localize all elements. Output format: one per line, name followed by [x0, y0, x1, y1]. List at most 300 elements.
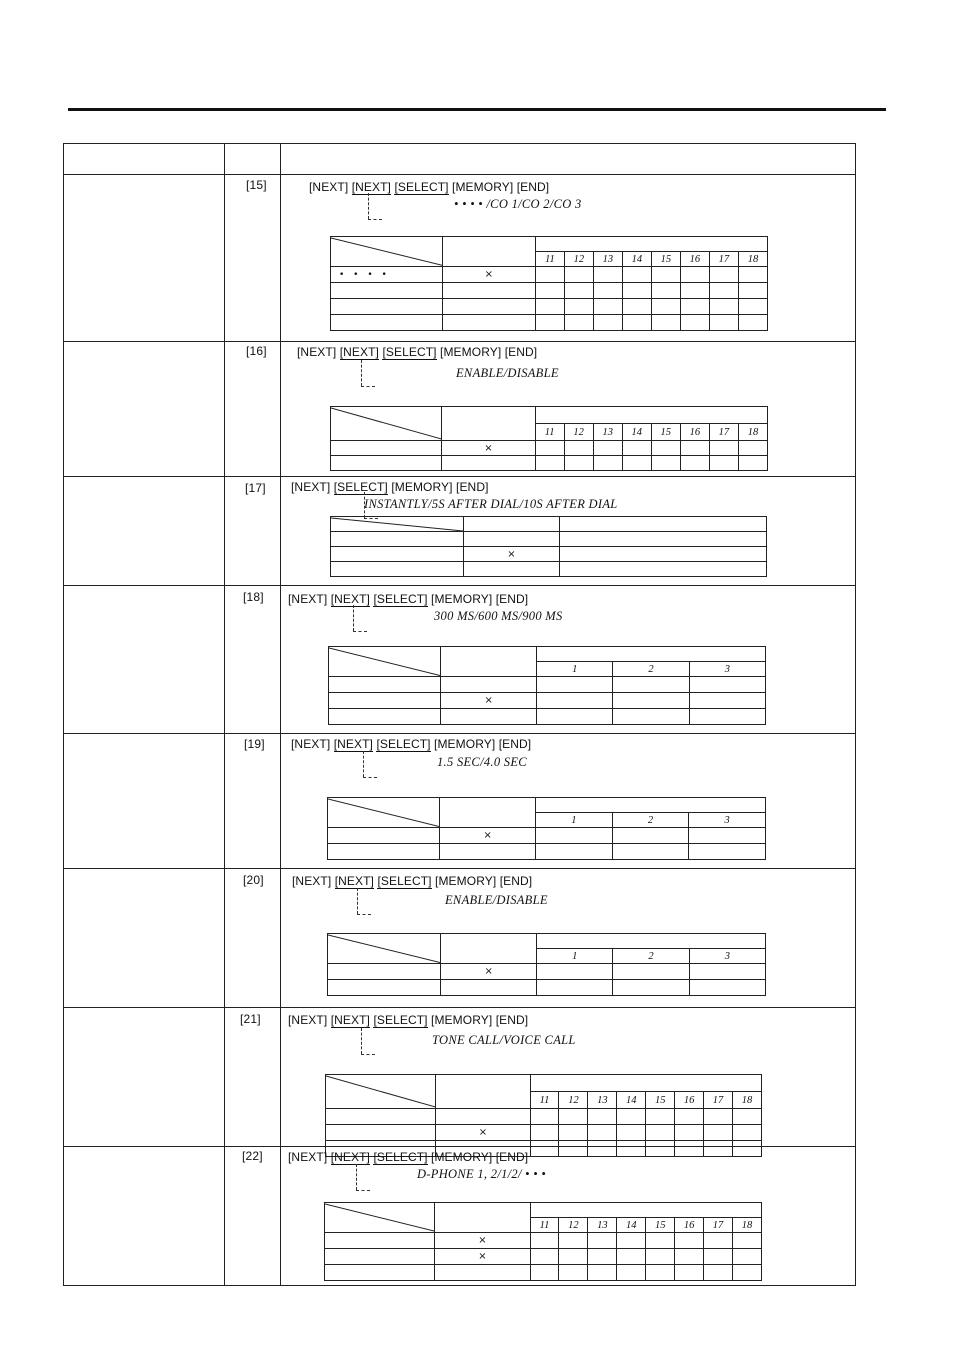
header-cell	[441, 934, 537, 964]
key-label: [SELECT]	[333, 480, 388, 494]
header-cell	[535, 407, 767, 424]
setting-table	[330, 236, 768, 331]
leader-line	[361, 360, 362, 386]
leader-line	[361, 1028, 362, 1054]
key-sequence	[292, 874, 532, 888]
value-cell	[564, 283, 593, 299]
key-label: [MEMORY]	[452, 180, 514, 194]
value-cell	[559, 1141, 588, 1157]
value-cell	[560, 547, 767, 562]
value-cell	[613, 709, 689, 725]
value-cell	[535, 299, 564, 315]
value-cell	[617, 1141, 646, 1157]
value-cell	[588, 1141, 617, 1157]
key-label: [NEXT]	[297, 345, 337, 359]
value-cell	[613, 980, 689, 996]
row-label	[331, 441, 442, 456]
value-cell	[651, 456, 680, 471]
default-mark: ×	[441, 693, 537, 709]
header-divider	[64, 174, 855, 175]
value-cell	[617, 1233, 646, 1249]
value-cell	[709, 441, 738, 456]
row-divider	[64, 585, 855, 586]
value-cell	[709, 299, 738, 315]
value-cell	[689, 693, 765, 709]
column-number: 14	[617, 1218, 646, 1233]
key-label: [END]	[495, 1150, 529, 1164]
key-sequence	[309, 180, 549, 194]
value-cell	[613, 693, 689, 709]
table-row	[328, 828, 766, 844]
column-number: 2	[613, 949, 689, 964]
key-label: [NEXT]	[288, 592, 328, 606]
setting-table	[325, 1074, 762, 1157]
row-divider	[64, 733, 855, 734]
setting-table	[327, 797, 766, 860]
row-label: • • • •	[331, 267, 443, 283]
leader-line	[364, 492, 365, 518]
value-cell	[559, 1249, 588, 1265]
table-row	[325, 1249, 762, 1265]
value-cell	[564, 456, 593, 471]
value-cell	[689, 964, 765, 980]
key-label: [SELECT]	[376, 737, 431, 751]
value-cell	[738, 267, 767, 283]
value-cell	[560, 562, 767, 577]
header-cell	[530, 1203, 761, 1218]
column-number: 16	[680, 252, 709, 267]
column-number: 3	[689, 949, 765, 964]
option-list: ENABLE/DISABLE	[445, 893, 548, 907]
table-row	[329, 693, 766, 709]
header-cell	[530, 1075, 761, 1092]
leader-line	[357, 888, 358, 914]
key-label: [MEMORY]	[435, 874, 497, 888]
key-label: [NEXT]	[330, 592, 370, 606]
row-label	[331, 456, 442, 471]
value-cell	[675, 1233, 704, 1249]
key-label: [NEXT]	[309, 180, 349, 194]
value-cell	[651, 283, 680, 299]
diagonal-header-cell	[328, 798, 440, 828]
row-label	[329, 709, 441, 725]
table-row	[328, 980, 766, 996]
column-number: 17	[704, 1092, 733, 1109]
column-number: 18	[733, 1092, 762, 1109]
leader-line	[356, 1164, 357, 1190]
column-number: 11	[530, 1092, 559, 1109]
column-number: 15	[646, 1218, 675, 1233]
value-cell	[535, 267, 564, 283]
table-row	[326, 1109, 762, 1125]
value-cell	[689, 677, 765, 693]
default-mark: ×	[435, 1249, 530, 1265]
key-label: [SELECT]	[373, 592, 428, 606]
value-cell	[535, 456, 564, 471]
value-cell	[622, 456, 651, 471]
table-row	[331, 562, 767, 577]
value-cell	[530, 1249, 559, 1265]
value-cell	[536, 844, 613, 860]
value-cell	[680, 283, 709, 299]
option-list: ENABLE/DISABLE	[456, 366, 559, 380]
key-label: [NEXT]	[351, 180, 391, 194]
value-cell	[617, 1109, 646, 1125]
value-cell	[704, 1249, 733, 1265]
value-cell	[537, 677, 613, 693]
header-cell	[440, 798, 536, 828]
key-label: [MEMORY]	[431, 1013, 493, 1027]
diagonal-header-cell	[328, 934, 441, 964]
key-label: [NEXT]	[291, 737, 331, 751]
value-cell	[530, 1141, 559, 1157]
default-mark	[464, 562, 560, 577]
value-cell	[530, 1233, 559, 1249]
row-label	[328, 828, 440, 844]
header-cell	[537, 934, 766, 949]
value-cell	[689, 844, 766, 860]
key-sequence	[291, 737, 531, 751]
column-number: 11	[530, 1218, 559, 1233]
column-number: 12	[564, 424, 593, 441]
key-sequence	[288, 1013, 528, 1027]
column-number: 2	[613, 662, 689, 677]
value-cell	[612, 844, 689, 860]
header-cell	[536, 798, 766, 813]
header-cell	[560, 517, 767, 532]
table-row	[329, 677, 766, 693]
key-label: [SELECT]	[382, 345, 437, 359]
leader-line	[368, 193, 369, 219]
value-cell	[709, 315, 738, 331]
value-cell	[646, 1265, 675, 1281]
value-cell	[537, 964, 613, 980]
key-label: [END]	[499, 874, 533, 888]
program-code: [19]	[244, 737, 265, 751]
value-cell	[622, 441, 651, 456]
value-cell	[738, 456, 767, 471]
column-number: 18	[738, 252, 767, 267]
setting-table	[328, 646, 766, 725]
value-cell	[622, 267, 651, 283]
diagonal-header-cell	[331, 517, 464, 532]
row-label	[326, 1125, 436, 1141]
column-number: 12	[559, 1092, 588, 1109]
key-label: [MEMORY]	[431, 1150, 493, 1164]
value-cell	[537, 693, 613, 709]
column-number: 13	[593, 252, 622, 267]
default-mark: ×	[440, 828, 536, 844]
leader-line	[357, 914, 371, 915]
value-cell	[559, 1233, 588, 1249]
row-divider	[64, 476, 855, 477]
default-mark	[442, 456, 535, 471]
key-label: [NEXT]	[288, 1013, 328, 1027]
value-cell	[535, 441, 564, 456]
value-cell	[593, 315, 622, 331]
key-sequence	[297, 345, 537, 359]
setting-table	[330, 516, 767, 577]
key-sequence	[288, 592, 528, 606]
value-cell	[709, 456, 738, 471]
row-label	[331, 532, 464, 547]
value-cell	[651, 441, 680, 456]
row-label	[328, 844, 440, 860]
column-number: 12	[559, 1218, 588, 1233]
option-list: 1.5 SEC/4.0 SEC	[437, 755, 527, 769]
column-number: 1	[537, 949, 613, 964]
value-cell	[646, 1141, 675, 1157]
column-number: 16	[675, 1092, 704, 1109]
leader-line	[361, 386, 375, 387]
value-cell	[651, 315, 680, 331]
program-code: [22]	[242, 1149, 263, 1163]
value-cell	[593, 267, 622, 283]
value-cell	[738, 299, 767, 315]
row-label	[329, 677, 441, 693]
option-list: • • • • /CO 1/CO 2/CO 3	[454, 197, 582, 211]
option-list: 300 MS/600 MS/900 MS	[434, 609, 563, 623]
column-number: 16	[680, 424, 709, 441]
default-mark	[436, 1109, 530, 1125]
value-cell	[733, 1265, 762, 1281]
value-cell	[617, 1125, 646, 1141]
row-label	[328, 980, 441, 996]
value-cell	[704, 1125, 733, 1141]
value-cell	[733, 1125, 762, 1141]
program-code: [16]	[246, 344, 267, 358]
leader-line	[353, 605, 354, 631]
column-number: 2	[612, 813, 689, 828]
row-label	[326, 1109, 436, 1125]
value-cell	[704, 1233, 733, 1249]
value-cell	[564, 315, 593, 331]
setting-table	[324, 1202, 762, 1281]
value-cell	[613, 677, 689, 693]
value-cell	[704, 1141, 733, 1157]
column-divider	[224, 144, 225, 1285]
value-cell	[689, 980, 765, 996]
key-label: [END]	[495, 592, 529, 606]
table-row	[331, 299, 768, 315]
value-cell	[622, 283, 651, 299]
column-number: 11	[535, 424, 564, 441]
value-cell	[593, 441, 622, 456]
key-label: [END]	[504, 345, 538, 359]
default-mark	[441, 980, 537, 996]
value-cell	[675, 1141, 704, 1157]
row-label	[325, 1265, 435, 1281]
row-label	[331, 562, 464, 577]
column-number: 18	[733, 1218, 762, 1233]
key-label: [MEMORY]	[391, 480, 453, 494]
key-label: [SELECT]	[394, 180, 449, 194]
default-mark	[441, 709, 537, 725]
row-label	[328, 964, 441, 980]
value-cell	[738, 441, 767, 456]
row-divider	[64, 341, 855, 342]
table-row	[331, 532, 767, 547]
key-label: [NEXT]	[288, 1150, 328, 1164]
value-cell	[646, 1249, 675, 1265]
column-number: 13	[588, 1218, 617, 1233]
default-mark: ×	[442, 267, 535, 283]
value-cell	[680, 441, 709, 456]
value-cell	[709, 267, 738, 283]
value-cell	[651, 299, 680, 315]
table-row	[331, 283, 768, 299]
table-row	[331, 547, 767, 562]
value-cell	[559, 1125, 588, 1141]
value-cell	[704, 1265, 733, 1281]
table-row	[331, 441, 768, 456]
diagonal-header-cell	[325, 1203, 435, 1233]
default-mark	[440, 844, 536, 860]
key-label: [MEMORY]	[440, 345, 502, 359]
value-cell	[535, 283, 564, 299]
leader-line	[353, 631, 367, 632]
option-list: TONE CALL/VOICE CALL	[432, 1033, 576, 1047]
diagonal-header-cell	[331, 237, 443, 267]
value-cell	[593, 283, 622, 299]
default-mark	[442, 315, 535, 331]
row-label	[325, 1249, 435, 1265]
table-row	[331, 315, 768, 331]
key-label: [END]	[456, 480, 489, 494]
value-cell	[593, 456, 622, 471]
option-list: D-PHONE 1, 2/1/2/ • • •	[417, 1167, 547, 1181]
value-cell	[564, 299, 593, 315]
column-number: 11	[535, 252, 564, 267]
column-number: 14	[622, 424, 651, 441]
table-row	[328, 844, 766, 860]
value-cell	[622, 315, 651, 331]
value-cell	[613, 964, 689, 980]
value-cell	[646, 1109, 675, 1125]
value-cell	[588, 1125, 617, 1141]
value-cell	[738, 283, 767, 299]
row-label	[331, 283, 443, 299]
value-cell	[559, 1109, 588, 1125]
header-cell	[535, 237, 767, 252]
table-row	[326, 1125, 762, 1141]
key-label: [END]	[516, 180, 550, 194]
program-code: [20]	[243, 873, 264, 887]
program-code: [17]	[245, 481, 266, 495]
value-cell	[588, 1109, 617, 1125]
header-cell	[442, 237, 535, 267]
value-cell	[733, 1109, 762, 1125]
setting-table	[327, 933, 766, 996]
value-cell	[675, 1265, 704, 1281]
value-cell	[733, 1141, 762, 1157]
column-number: 15	[646, 1092, 675, 1109]
value-cell	[588, 1233, 617, 1249]
leader-line	[368, 219, 382, 220]
value-cell	[612, 828, 689, 844]
value-cell	[675, 1249, 704, 1265]
value-cell	[588, 1249, 617, 1265]
diagonal-header-cell	[329, 647, 441, 677]
column-number: 13	[588, 1092, 617, 1109]
diagonal-header-cell	[326, 1075, 436, 1109]
row-label	[331, 547, 464, 562]
value-cell	[733, 1233, 762, 1249]
default-mark	[464, 532, 560, 547]
value-cell	[530, 1125, 559, 1141]
table-row	[331, 456, 768, 471]
value-cell	[537, 709, 613, 725]
table-row	[325, 1265, 762, 1281]
row-divider	[64, 868, 855, 869]
value-cell	[559, 1265, 588, 1281]
leader-line	[363, 751, 364, 777]
column-number: 3	[689, 813, 766, 828]
key-label: [NEXT]	[291, 480, 331, 494]
column-number: 17	[704, 1218, 733, 1233]
column-number: 14	[622, 252, 651, 267]
value-cell	[680, 267, 709, 283]
key-label: [NEXT]	[339, 345, 379, 359]
key-label: [END]	[498, 737, 532, 751]
row-label	[331, 315, 443, 331]
key-label: [NEXT]	[330, 1150, 370, 1164]
value-cell	[617, 1265, 646, 1281]
default-mark: ×	[436, 1125, 530, 1141]
value-cell	[680, 456, 709, 471]
leader-line	[356, 1190, 370, 1191]
value-cell	[646, 1125, 675, 1141]
column-divider	[280, 144, 281, 1285]
key-label: [NEXT]	[292, 874, 332, 888]
key-sequence	[291, 480, 489, 494]
column-number: 1	[536, 813, 613, 828]
value-cell	[617, 1249, 646, 1265]
table-row	[331, 267, 768, 283]
diagonal-header-cell	[331, 407, 442, 441]
default-mark: ×	[464, 547, 560, 562]
value-cell	[535, 315, 564, 331]
column-number: 17	[709, 252, 738, 267]
value-cell	[675, 1109, 704, 1125]
option-list: INSTANTLY/5S AFTER DIAL/10S AFTER DIAL	[364, 497, 618, 511]
header-cell	[435, 1203, 530, 1233]
key-label: [MEMORY]	[431, 592, 493, 606]
key-label: [SELECT]	[377, 874, 432, 888]
key-label: [END]	[495, 1013, 529, 1027]
value-cell	[530, 1109, 559, 1125]
value-cell	[704, 1109, 733, 1125]
value-cell	[564, 267, 593, 283]
header-cell	[464, 517, 560, 532]
value-cell	[537, 980, 613, 996]
value-cell	[564, 441, 593, 456]
key-label: [MEMORY]	[434, 737, 496, 751]
header-cell	[436, 1075, 530, 1109]
key-label: [NEXT]	[330, 1013, 370, 1027]
value-cell	[646, 1233, 675, 1249]
header-cell	[537, 647, 766, 662]
table-row	[329, 709, 766, 725]
value-cell	[680, 299, 709, 315]
default-mark	[442, 283, 535, 299]
value-cell	[536, 828, 613, 844]
value-cell	[680, 315, 709, 331]
key-label: [NEXT]	[333, 737, 373, 751]
column-number: 13	[593, 424, 622, 441]
default-mark: ×	[441, 964, 537, 980]
row-divider	[64, 1007, 855, 1008]
